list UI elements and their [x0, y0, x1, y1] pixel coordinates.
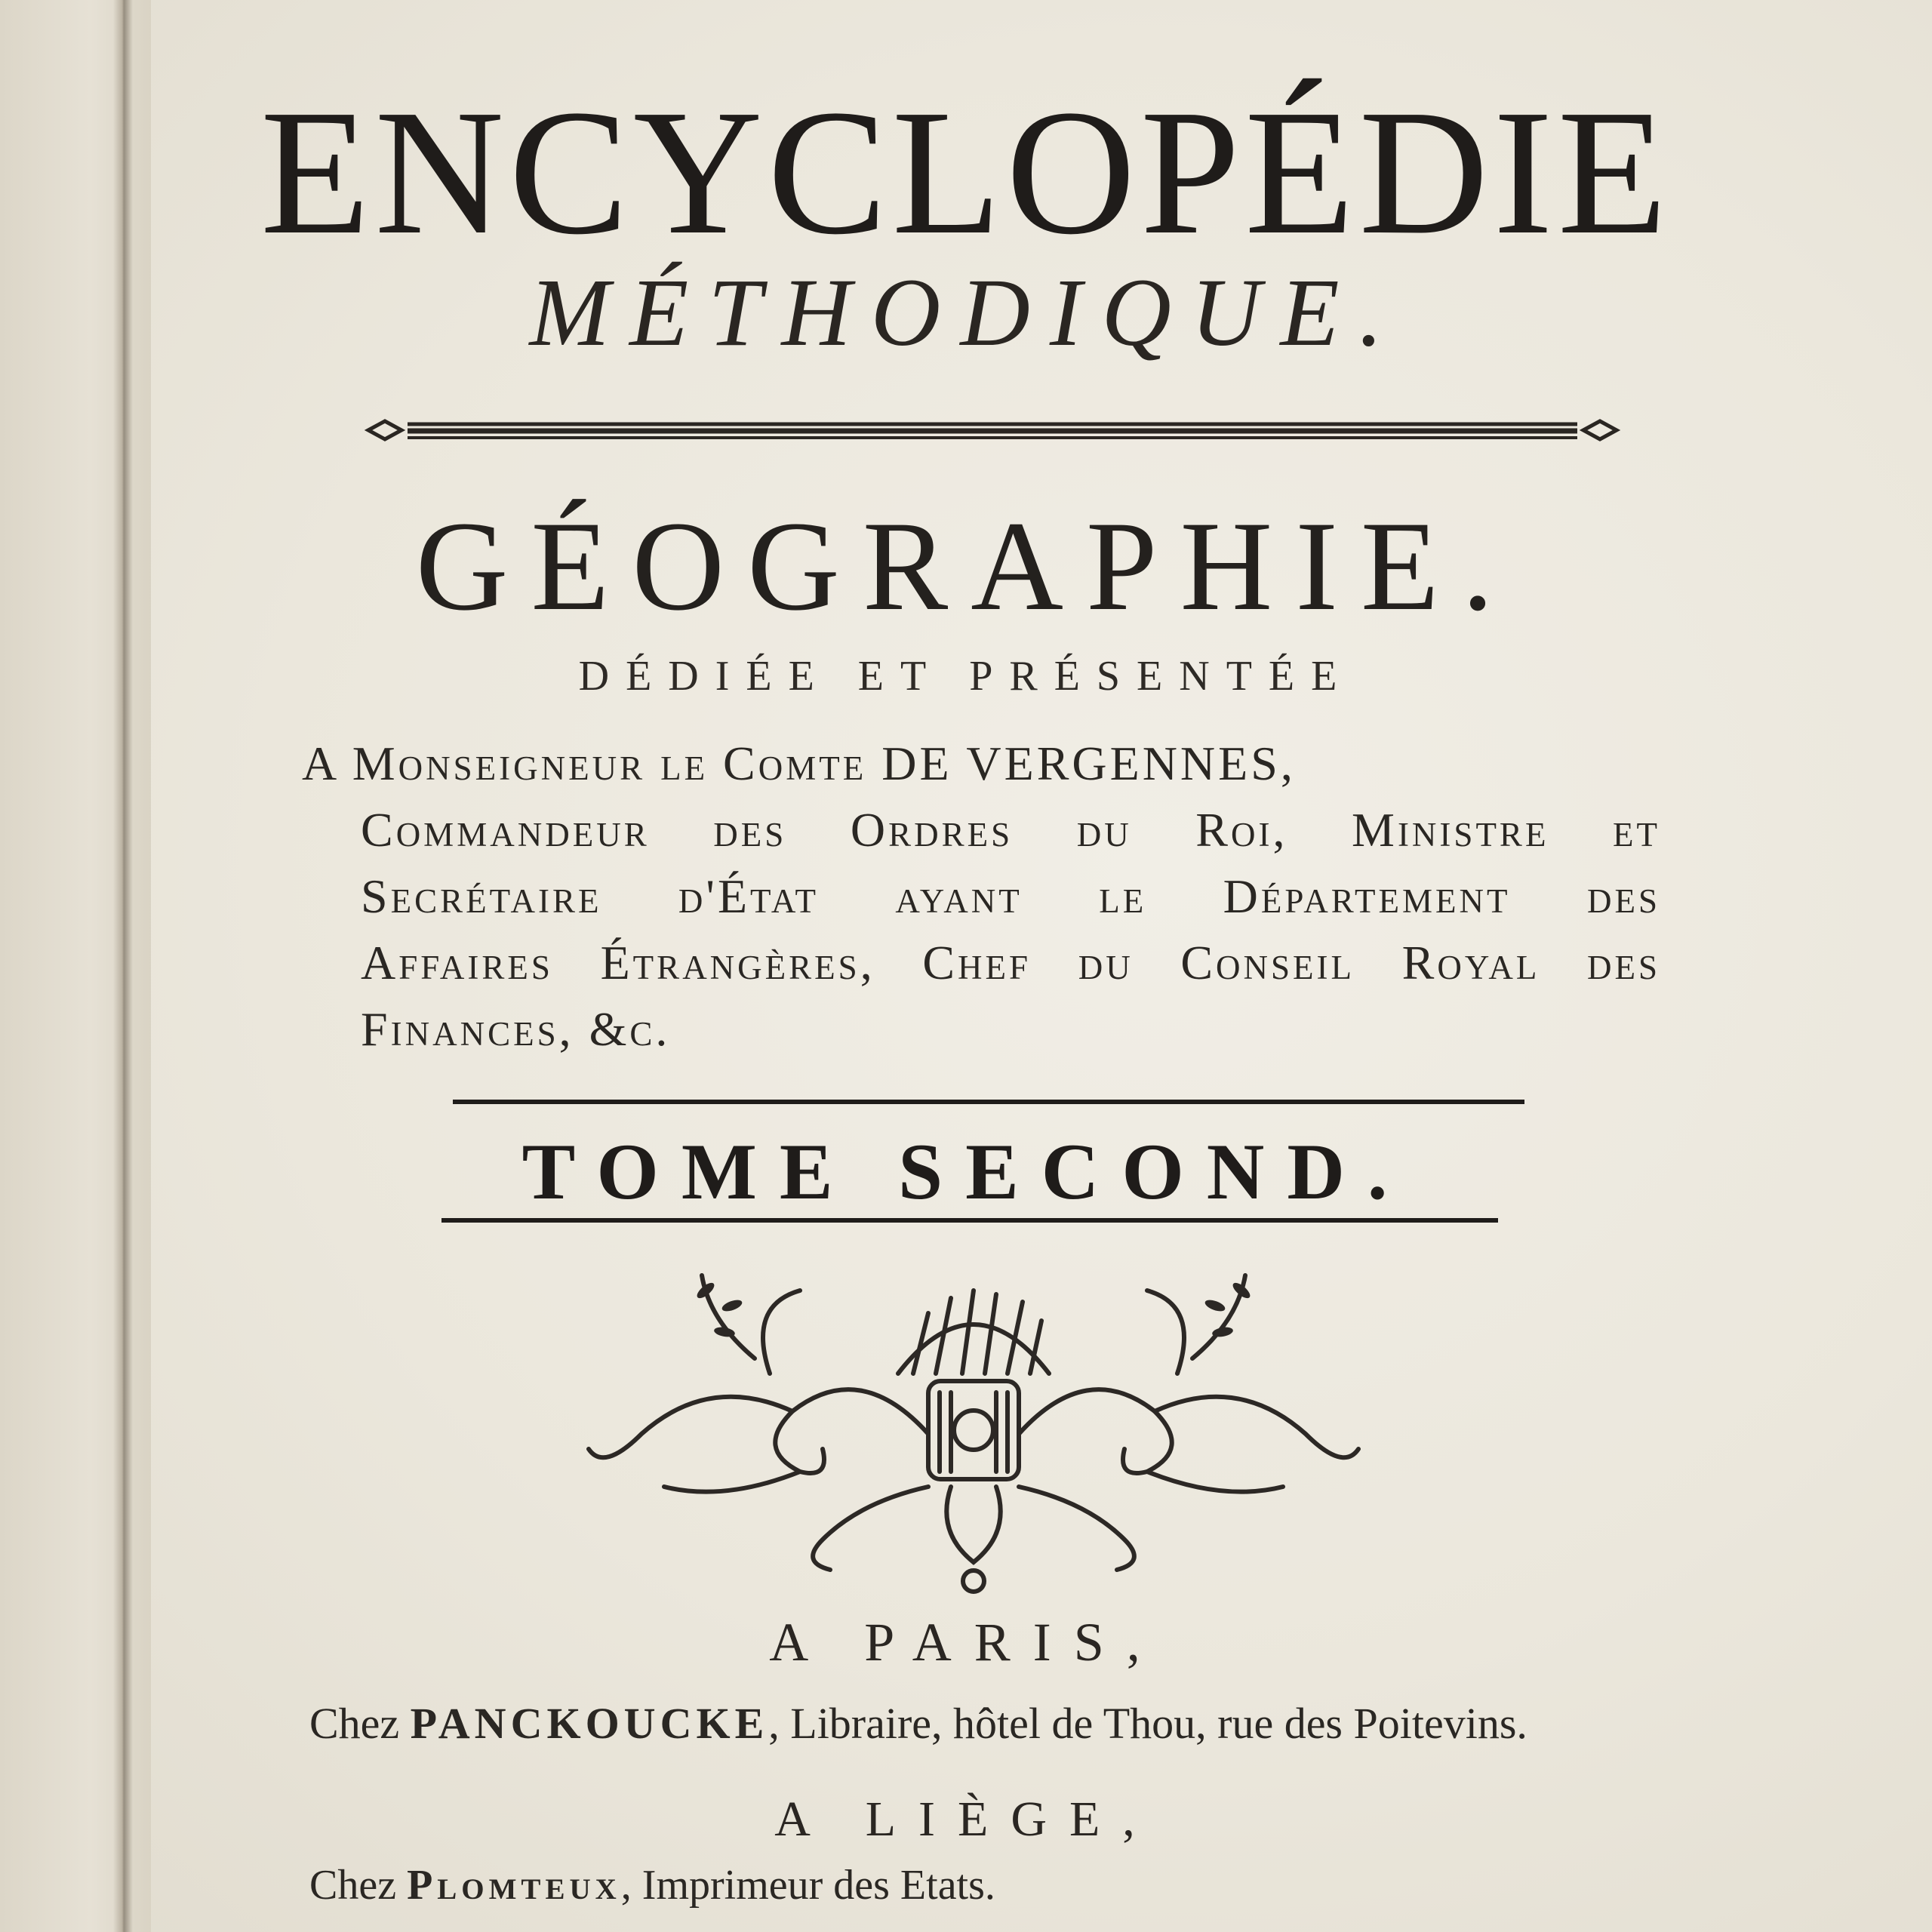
dedication-line: Secrétaire d'État ayant le Département des — [361, 869, 1660, 923]
dedication-line: Finances, &c. — [361, 1002, 671, 1056]
rule-below-volume — [441, 1217, 1498, 1224]
publisher-address: , Imprimeur des Etats. — [620, 1862, 995, 1909]
publisher-name: PANCKOUCKE — [410, 1699, 769, 1748]
dedication-line: Commandeur des Ordres du Roi, Ministre et — [361, 803, 1660, 857]
dedication-line: A Monseigneur le Comte DE VERGENNES, — [302, 737, 1296, 790]
dedication-line: Affaires Étrangères, Chef du Conseil Royal des — [361, 936, 1660, 989]
rule-above-volume — [453, 1098, 1524, 1106]
dedication-text — [302, 731, 1660, 1063]
imprint-publisher-paris — [309, 1699, 1638, 1748]
dedication-heading: DÉDIÉE ET PRÉSENTÉE — [578, 653, 1354, 700]
publisher-name: Plomteux — [407, 1862, 621, 1909]
imprint-city-liege: A LIÈGE, — [774, 1792, 1158, 1847]
main-title: ENCYCLOPÉDIE — [260, 73, 1672, 272]
publisher-address: , Libraire, hôtel de Thou, rue des Poitevins. — [768, 1699, 1527, 1748]
imprint-publisher-liege — [309, 1862, 1517, 1909]
imprint-city-paris: A PARIS, — [769, 1612, 1163, 1672]
publisher-prefix: Chez — [309, 1862, 397, 1909]
subject-heading: GÉOGRAPHIE. — [415, 495, 1517, 637]
subtitle: MÉTHODIQUE. — [529, 259, 1403, 366]
publisher-prefix: Chez — [309, 1699, 400, 1748]
volume-label: TOME SECOND. — [521, 1128, 1411, 1216]
ornamental-rule-icon — [362, 408, 1623, 453]
vignette-ornament-icon — [574, 1260, 1374, 1607]
